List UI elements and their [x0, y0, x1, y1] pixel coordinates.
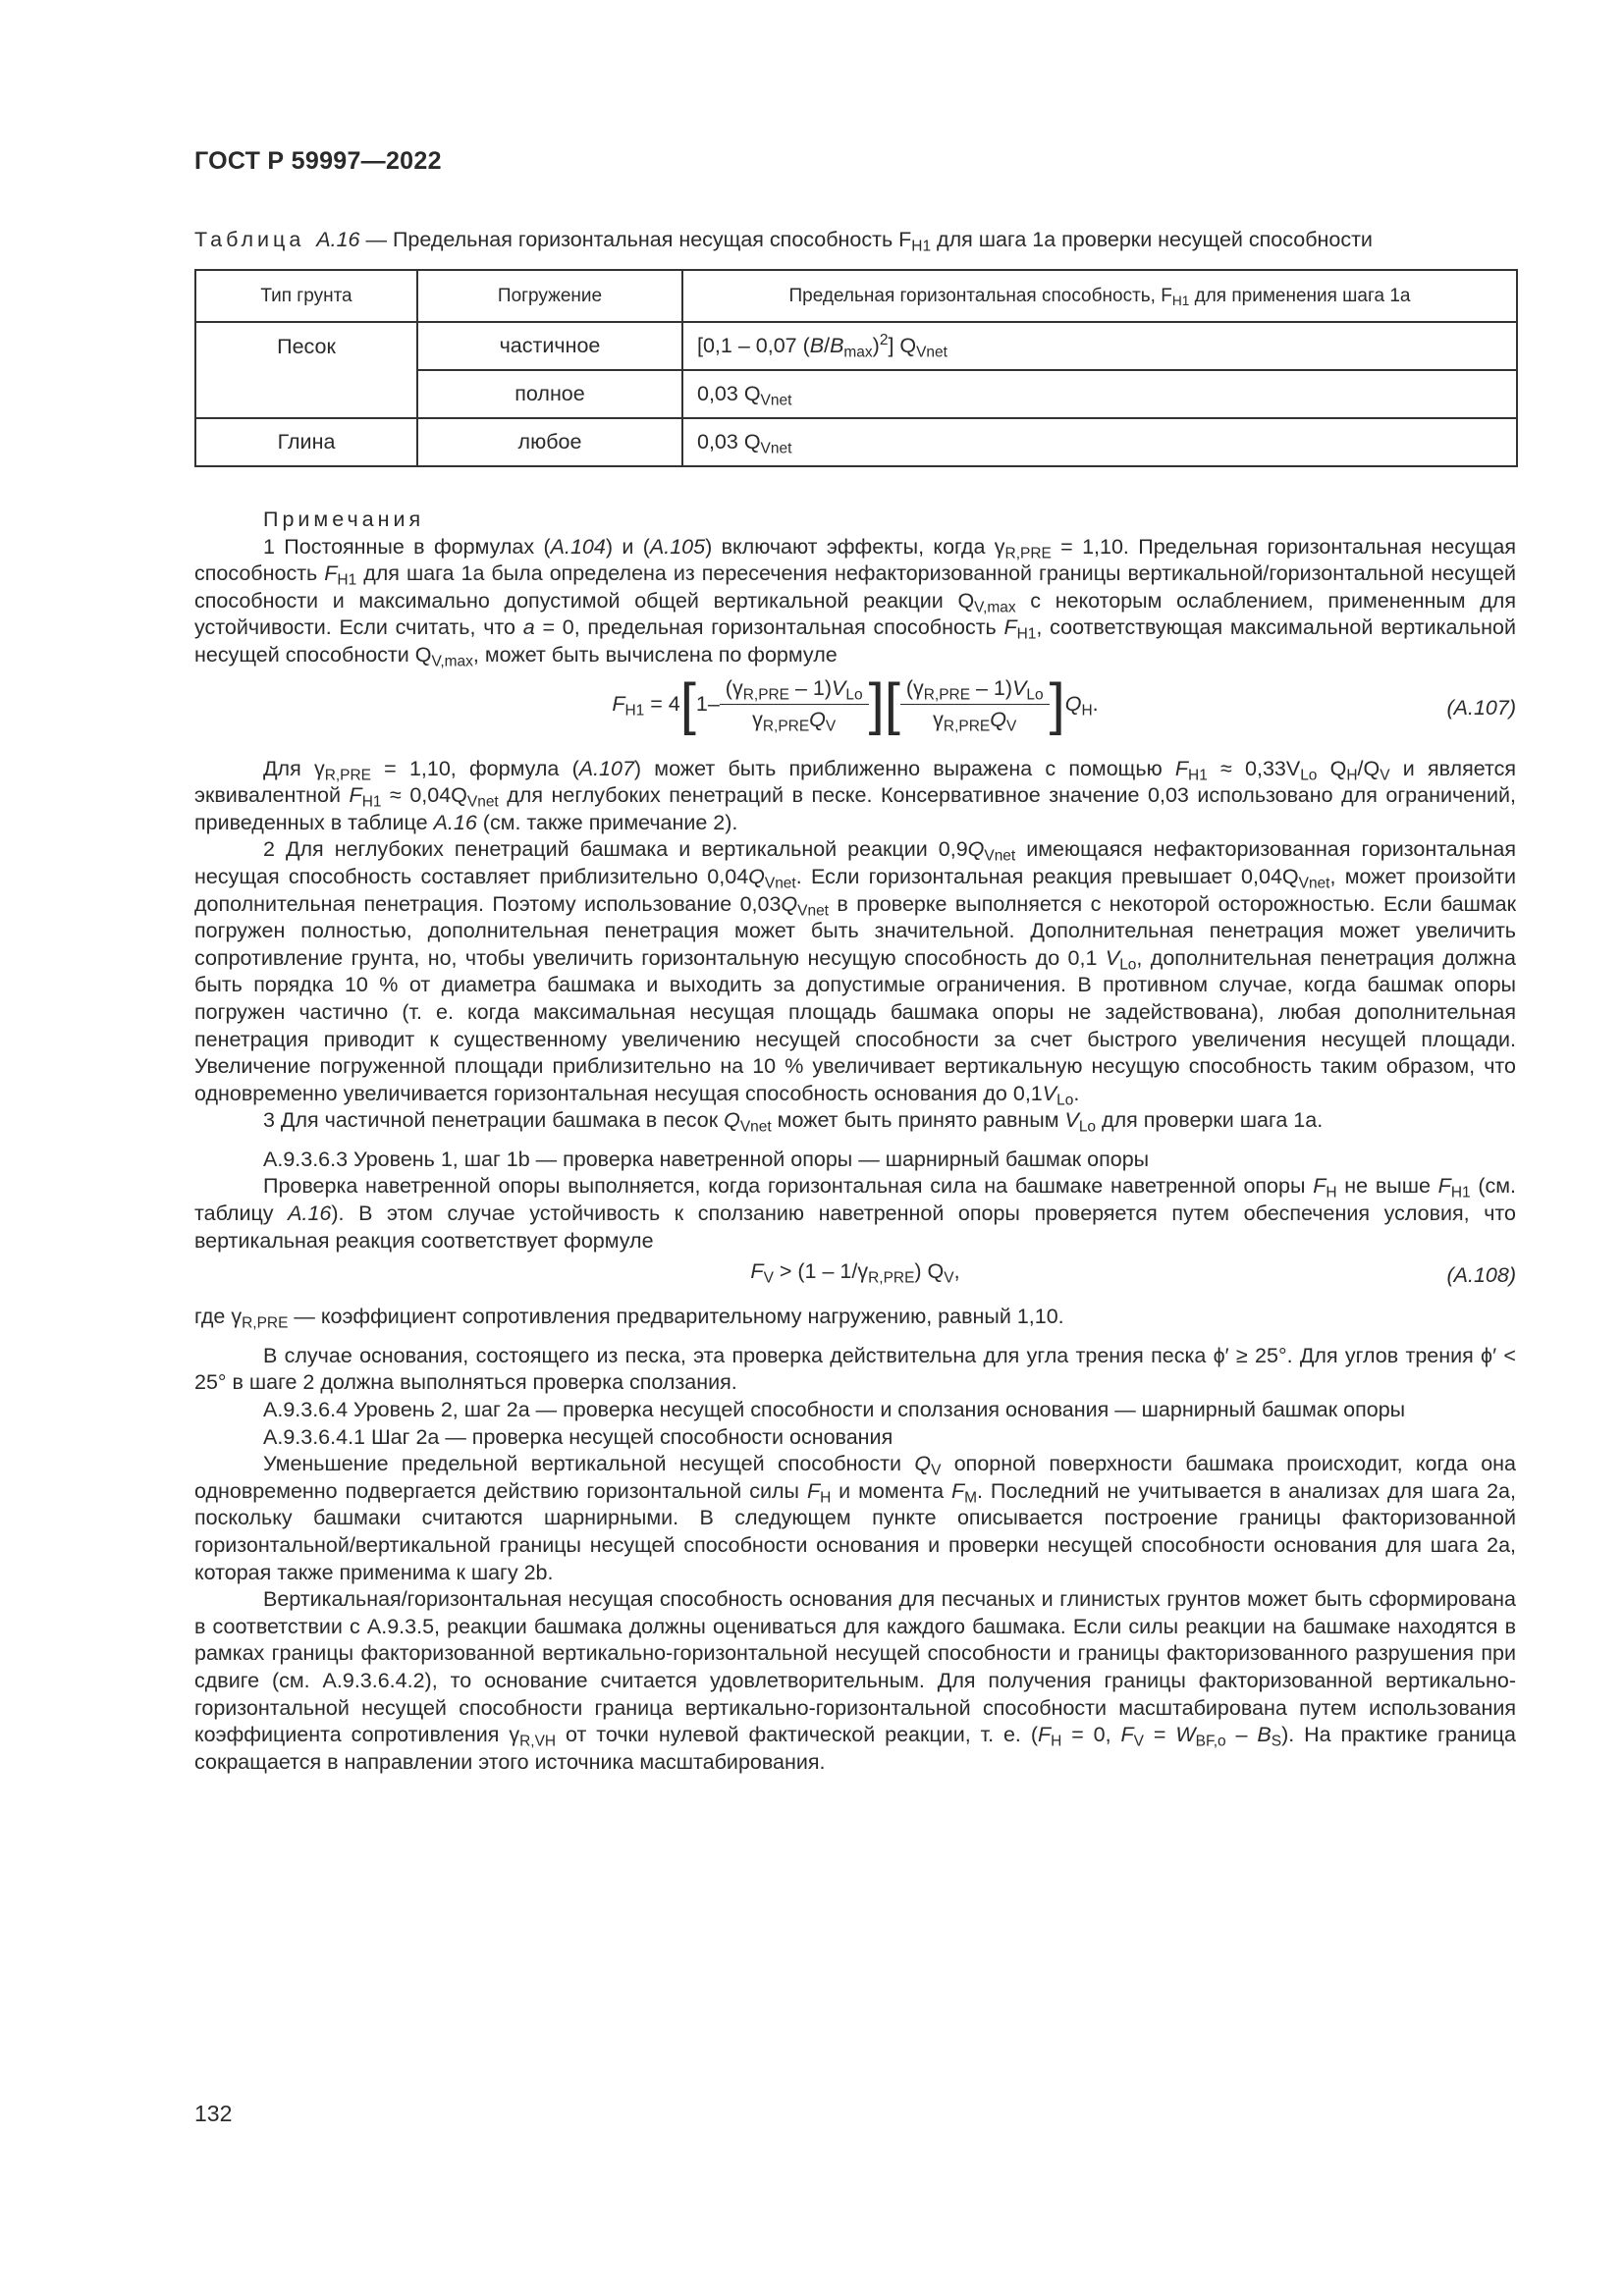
cell-any: любое [417, 418, 682, 466]
header-soil: Тип грунта [195, 270, 417, 322]
cell-sand: Песок [195, 322, 417, 418]
cell-partial-value: [0,1 – 0,07 $(B/B_{max})^2$] $Q_{Vnet}$ [682, 322, 1517, 370]
body-text [194, 507, 1516, 1776]
formula-a108-expression: $F_V > (1 - 1/\gamma_{R,PRE})$ $Q_V$, [750, 1259, 960, 1287]
table-title: — Предельная горизонтальная несущая способность $F_{H1}$ для шага 1а проверки несущей способности [365, 228, 1373, 255]
header-immersion: Погружение [417, 270, 682, 322]
formula-a108 [194, 1258, 1516, 1296]
notes-title: Примечания [263, 507, 425, 531]
paragraph-where: где $\gamma_{R,PRE}$ — коэффициент сопротивления предварительному нагружению, равный 1,10. [194, 1305, 1064, 1332]
formula-a108-number: (А.108) [1446, 1263, 1516, 1288]
table-caption [194, 227, 1516, 253]
table-row [195, 322, 1517, 370]
cell-full: полное [417, 370, 682, 418]
page-number: 132 [194, 2101, 233, 2126]
paragraph-vh-capacity: Вертикальная/горизонтальная несущая способность основания для песчаных и глинистых грунтов может быть сформирована в соответствии с А.9.3.5, реакции башмака должны оцениваться для каждого башмака. Если силы реакции на башмаке находятся в рамках границы факторизованной вертикально-горизонтальной несущей способности и границы факторизованного разрушения при сдвиге (см. А.9.3.6.4.2), то основание считается удовлетворительным. Для получения границы факторизованной вертикально-горизонтальной несущей способности граница вертикально-горизонтальной способности масштабирована путем использования коэффициента сопротивления $\gamma_{R,VH}$ от точки нулевой фактической реакции, т. е. ($F_H = 0$, $F_V = W_{BF,o} - B_S$). На практике граница сокращается в направлении этого источника масштабирования. [194, 1587, 1516, 1774]
formula-a107-expression: $F_{H1} = 4[1-$ $\frac{(\gamma_{R,PRE} - 1)V_{Lo}}{\gamma_{R,PRE}Q_V}$ ][ $\frac{(\gamma_{R,PRE} - 1)V_{Lo}}{\gamma_{R,PRE}Q_V}$ ]$Q_H$. [612, 671, 1099, 736]
cell-clay: Глина [195, 418, 417, 466]
note-1-continued: Для $\gamma_{R,PRE} = 1,10$, формула (А.107) может быть приближенно выражена с помощью $F_{H1} \approx 0,33V_{Lo}$ $Q_H/Q_V$ и является эквивалентной $F_{H1} \approx 0,04Q_{Vnet}$ для неглубоких пенетраций в песке. Консервативное значение 0,03 использовано для ограничений, приведенных в таблице А.16 (см. также примечание 2). [194, 756, 1516, 834]
document-header: ГОСТ Р 59997—2022 [194, 147, 442, 175]
note-3: 3 Для частичной пенетрации башмака в песок $Q_{Vnet}$ может быть принято равным $V_{Lo}$ для проверки шага 1а. [263, 1108, 1324, 1136]
table-number: А.16 [316, 228, 360, 251]
table-label: Таблица [194, 228, 305, 251]
cell-partial: частичное [417, 322, 682, 370]
document-page [194, 147, 1516, 1776]
formula-a107-number: (А.107) [1446, 695, 1516, 720]
section-a-9-3-6-4: А.9.3.6.4 Уровень 2, шаг 2а — проверка несущей способности и сползания основания — шарнирный башмак опоры [263, 1398, 1406, 1422]
header-capacity: Предельная горизонтальная способность, $F_{H1}$ для применения шага 1а [682, 270, 1517, 322]
section-a-9-3-6-3: А.9.3.6.3 Уровень 1, шаг 1b — проверка наветренной опоры — шарнирный башмак опоры [263, 1147, 1150, 1171]
note-2: 2 Для неглубоких пенетраций башмака и вертикальной реакции $0,9Q_{Vnet}$ имеющаяся нефакторизованная горизонтальная несущая способность составляет приблизительно $0,04Q_{Vnet}$. Если горизонтальная реакция превышает $0,04Q_{Vnet}$, может произойти дополнительная пенетрация. Поэтому использование $0,03Q_{Vnet}$ в проверке выполняется с некоторой осторожностью. Если башмак погружен полностью, дополнительная пенетрация может быть значительной. Дополнительная пенетрация может увеличить сопротивление грунта, но, чтобы увеличить горизонтальную несущую способность до 0,1 $V_{Lo}$, дополнительная пенетрация должна быть порядка 10 % от диаметра башмака и выходить за допустимые ограничения. В противном случае, когда башмак опоры погружен частично (т. е. когда максимальная несущая площадь башмака опоры не задействована), любая дополнительная пенетрация приводит к существенному увеличению несущей способности за счет быстрого увеличения несущей площади. Увеличение погруженной площади приблизительно на 10 % увеличивает вертикальную несущую способность таким образом, что одновременно увеличивается горизонтальная несущая способность основания до $0,1V_{Lo}$. [194, 837, 1517, 1109]
cell-full-value: 0,03 $Q_{Vnet}$ [682, 370, 1517, 418]
section-a-9-3-6-4-1: А.9.3.6.4.1 Шаг 2а — проверка несущей способности основания [263, 1424, 893, 1449]
capacity-table [194, 269, 1518, 467]
note-1: 1 Постоянные в формулах (А.104) и (А.105) включают эффекты, когда $\gamma_{R,PRE} = 1,10$. Предельная горизонтальная несущая способность $F_{H1}$ для шага 1а была определена из пересечения нефакторизованной границы вертикальной/горизонтальной несущей способности и максимально допустимой общей вертикальной реакции $Q_{V,max}$ с некоторым ослаблением, примененным для устойчивости. Если считать, что а = 0, предельная горизонтальная способность $F_{H1}$, соответствующая максимальной вертикальной несущей способности $Q_{V,max}$, может быть вычислена по формуле [194, 534, 1517, 670]
table-header-row [195, 270, 1517, 322]
paragraph-sand-foundation: В случае основания, состоящего из песка, эта проверка действительна для угла трения песка ϕ′ ≥ 25°. Для углов трения ϕ′ < 25° в шаге 2 должна выполняться проверка сползания. [194, 1343, 1516, 1395]
paragraph-capacity-reduction: Уменьшение предельной вертикальной несущей способности $Q_V$ опорной поверхности башмака происходит, когда она одновременно подвергается действию горизонтальной силы $F_H$ и момента $F_M$. Последний не учитывается в анализах для шага 2а, поскольку башмаки считаются шарнирными. В следующем пункте описывается построение границы факторизованной горизонтальной/вертикальной границы несущей способности основания и проверки несущей способности основания для шага 2а, которая также применима к шагу 2b. [194, 1452, 1516, 1584]
formula-a107 [194, 671, 1516, 748]
table-row [195, 418, 1517, 466]
paragraph-windward-check: Проверка наветренной опоры выполняется, когда горизонтальная сила на башмаке наветренной опоры $F_H$ не выше $F_{H1}$ (см. таблицу А.16). В этом случае устойчивость к сползанию наветренной опоры проверяется путем обеспечения условия, что вертикальная реакция соответствует формуле [194, 1174, 1517, 1253]
cell-any-value: 0,03 $Q_{Vnet}$ [682, 418, 1517, 466]
